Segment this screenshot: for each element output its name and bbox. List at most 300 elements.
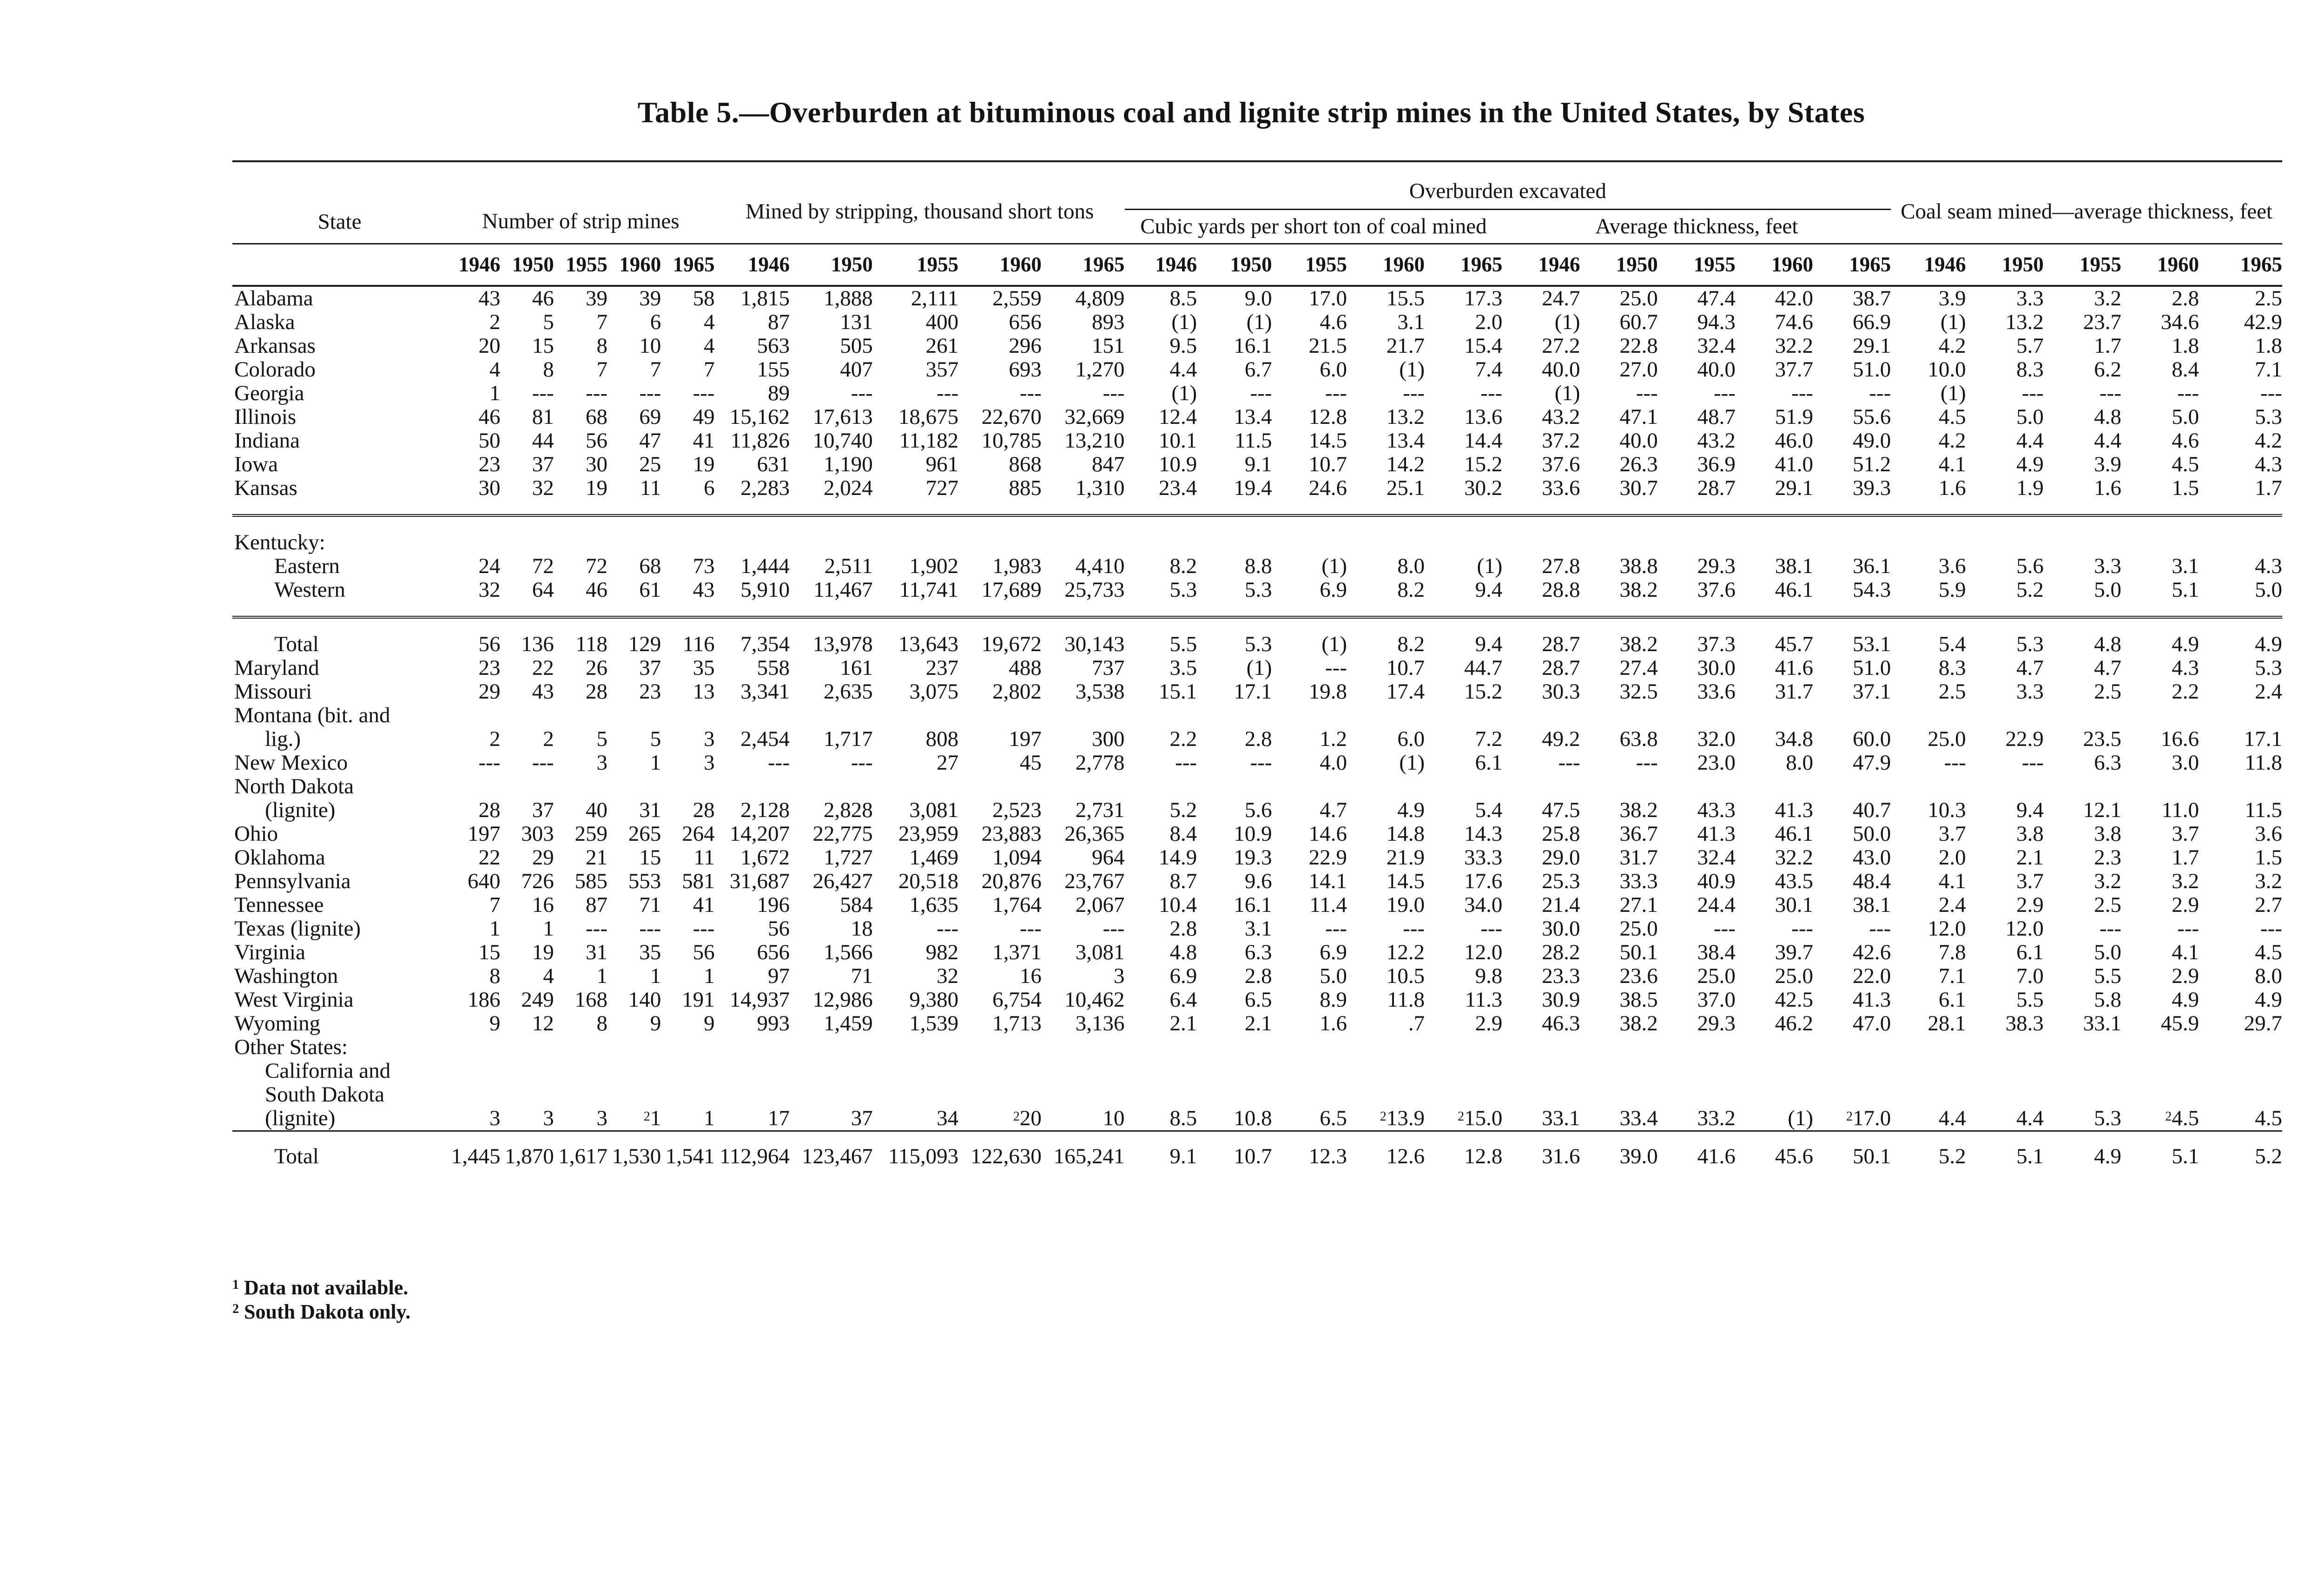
seam-cell: 5.1 [2121, 1131, 2199, 1180]
seam-cell: 5.3 [1966, 617, 2044, 656]
cubic-cell [1272, 515, 1347, 554]
mined-cell: 237 [925, 656, 959, 680]
cubic-cell: 6.0 [1320, 357, 1347, 382]
seam-cell: --- [2177, 916, 2199, 941]
header-state: State [317, 210, 362, 234]
mined-cell: 2,283 [740, 476, 790, 500]
seam-cell: 3.9 [2094, 452, 2121, 476]
cubic-cell [1197, 1035, 1272, 1059]
thick-cell [1736, 775, 1813, 798]
table-row [232, 429, 2282, 453]
thick-cell: --- [1869, 381, 1891, 405]
mines-cell: 4 [489, 357, 501, 382]
thick-cell [1813, 515, 1891, 554]
mined-cell [873, 775, 958, 798]
thick-cell: 25.0 [1697, 964, 1736, 988]
cubic-cell: 5.3 [1244, 578, 1272, 602]
mines-cell: 56 [693, 940, 715, 964]
mined-cell [958, 775, 1042, 798]
mined-cell: 155 [757, 357, 790, 382]
thick-cell: 43.3 [1697, 798, 1736, 822]
mined-cell: 2,067 [1075, 893, 1125, 917]
mines-cell: 1 [650, 751, 661, 775]
thick-cell: 41.3 [1697, 822, 1736, 846]
mines-cell [447, 775, 500, 798]
seam-cell: 5.1 [2172, 578, 2199, 602]
mined-cell: 961 [925, 452, 959, 476]
mined-cell: 737 [1092, 656, 1125, 680]
mines-cell: 6 [704, 476, 715, 500]
mines-cell: --- [586, 916, 607, 941]
seam-cell: 7.0 [2016, 964, 2044, 988]
table-row [232, 846, 2282, 870]
cubic-cell: 15.2 [1464, 452, 1503, 476]
mined-cell: 1,094 [992, 845, 1042, 870]
cubic-cell: 9.4 [1475, 578, 1503, 602]
mines-cell: 585 [574, 869, 607, 893]
mined-cell: 18,675 [898, 405, 959, 429]
seam-cell: 3.8 [2016, 822, 2044, 846]
thick-cell: 74.6 [1775, 310, 1814, 334]
mines-cell: --- [478, 751, 501, 775]
thick-cell: 28.7 [1542, 656, 1580, 680]
thick-cell: 27.1 [1619, 893, 1658, 917]
cubic-cell: 8.5 [1169, 1106, 1197, 1130]
thick-cell [1502, 1059, 1580, 1083]
cubic-cell [1125, 775, 1197, 798]
mined-cell: 1,902 [909, 554, 959, 578]
seam-cell: 4.9 [2044, 1131, 2121, 1180]
seam-cell [1891, 515, 1966, 554]
mines-cell: 37 [639, 656, 661, 680]
cubic-cell: 5.5 [1125, 617, 1197, 656]
table-row [232, 751, 2282, 775]
seam-cell: 5.2 [1891, 1131, 1966, 1180]
footnotes [232, 1276, 410, 1324]
seam-cell: 4.8 [2044, 617, 2121, 656]
mined-cell [958, 515, 1042, 554]
table-row [232, 1131, 2282, 1180]
table-row [232, 405, 2282, 429]
cubic-cell: .7 [1408, 1011, 1425, 1035]
cubic-cell: (1) [1399, 751, 1425, 775]
seam-cell: --- [2260, 381, 2282, 405]
thick-cell: 47.9 [1852, 751, 1891, 775]
cubic-cell: 5.0 [1320, 964, 1347, 988]
mines-cell: 7 [704, 357, 715, 382]
seam-cell: 3.3 [2016, 679, 2044, 704]
cubic-cell: 4.8 [1169, 940, 1197, 964]
cubic-cell: 19.0 [1386, 893, 1425, 917]
cubic-cell [1425, 704, 1502, 727]
mined-cell: 123,467 [790, 1131, 873, 1180]
table-row [232, 1107, 2282, 1131]
cubic-cell: 14.6 [1308, 822, 1347, 846]
thick-cell: 38.2 [1619, 798, 1658, 822]
table-row [232, 358, 2282, 382]
seam-cell: 1.7 [2172, 845, 2199, 870]
table-row [232, 1012, 2282, 1035]
seam-cell [1891, 1083, 1966, 1107]
seam-cell: 4.3 [2172, 656, 2199, 680]
thick-cell: 37.7 [1775, 357, 1814, 382]
mined-cell: 56 [768, 916, 790, 941]
seam-cell: --- [2021, 381, 2044, 405]
mined-cell [790, 1059, 873, 1083]
table-row [232, 617, 2282, 656]
mines-cell: 726 [521, 869, 554, 893]
thick-cell: 43.2 [1542, 405, 1580, 429]
mines-cell: 581 [682, 869, 715, 893]
table-row [232, 917, 2282, 941]
mined-cell: 2,511 [824, 554, 873, 578]
mines-cell: 28 [693, 798, 715, 822]
mines-cell: 1 [650, 964, 661, 988]
seam-cell: 7.1 [1938, 964, 1966, 988]
table-title: Table 5.—Overburden at bituminous coal and lignite strip mines in the United States, by States [637, 96, 1865, 129]
mines-cell: 3 [543, 1106, 554, 1130]
cubic-cell: 15.5 [1386, 286, 1425, 310]
cubic-cell: 14.5 [1308, 429, 1347, 453]
cubic-cell: 19.3 [1234, 845, 1272, 870]
mined-cell: --- [851, 751, 873, 775]
thick-cell: 48.7 [1697, 405, 1736, 429]
thick-cell [1658, 775, 1736, 798]
mined-cell: 1,717 [823, 727, 873, 751]
seam-cell: 3.6 [1938, 554, 1966, 578]
mines-cell: 15 [478, 940, 501, 964]
thick-cell: 38.1 [1852, 893, 1891, 917]
mines-cell: 1 [489, 381, 501, 405]
mined-cell: 2,128 [740, 798, 790, 822]
mined-cell [715, 1083, 790, 1107]
mined-cell: 400 [925, 310, 959, 334]
thick-cell: 36.7 [1619, 822, 1658, 846]
seam-cell: 2.0 [1938, 845, 1966, 870]
year-header: 1950 [831, 253, 873, 276]
cubic-cell [1272, 1083, 1347, 1107]
cubic-cell: 10.7 [1197, 1131, 1272, 1180]
thick-cell: 27.0 [1619, 357, 1658, 382]
table-row [232, 680, 2282, 704]
mines-cell: 24 [478, 554, 501, 578]
mined-cell: 300 [1092, 727, 1125, 751]
cubic-cell: 19.8 [1308, 679, 1347, 704]
cubic-cell: $^2$15.0 [1458, 1106, 1503, 1130]
cubic-cell: 13.4 [1386, 429, 1425, 453]
table-container [232, 163, 2282, 1180]
mined-cell [958, 1035, 1042, 1059]
thick-cell: 30.0 [1697, 656, 1736, 680]
mines-cell [500, 1035, 554, 1059]
seam-cell: 5.7 [2016, 334, 2044, 358]
cubic-cell: 10.8 [1234, 1106, 1272, 1130]
mined-cell: 1,815 [740, 286, 790, 310]
state-name: Texas (lignite) [234, 916, 361, 941]
thick-cell [1502, 1035, 1580, 1059]
mines-cell: 61 [639, 578, 661, 602]
seam-cell: 6.2 [2094, 357, 2121, 382]
cubic-cell: 8.0 [1397, 554, 1425, 578]
cubic-cell [1197, 515, 1272, 554]
seam-cell: 1.6 [2094, 476, 2121, 500]
seam-cell: 6.1 [2016, 940, 2044, 964]
cubic-cell: 2.1 [1169, 1011, 1197, 1035]
cubic-cell [1197, 704, 1272, 727]
mines-cell: 37 [532, 452, 554, 476]
mines-cell: 69 [639, 405, 661, 429]
thick-cell: 28.8 [1542, 578, 1580, 602]
seam-cell: 11.8 [2245, 751, 2282, 775]
seam-cell: 4.8 [2094, 405, 2121, 429]
mined-cell: 893 [1092, 310, 1125, 334]
mines-cell: 29 [532, 845, 554, 870]
mined-cell: 3,538 [1075, 679, 1125, 704]
thick-cell: 41.6 [1775, 656, 1814, 680]
mined-cell: 2,778 [1075, 751, 1125, 775]
mines-cell: --- [693, 916, 715, 941]
thick-cell: 23.3 [1542, 964, 1580, 988]
mines-cell: 3 [596, 751, 607, 775]
seam-cell: 11.5 [2245, 798, 2282, 822]
mines-cell: 46 [586, 578, 607, 602]
cubic-cell: 8.5 [1169, 286, 1197, 310]
seam-cell [2199, 775, 2282, 798]
year-header: 1950 [1616, 253, 1658, 276]
state-name: Iowa [234, 452, 278, 476]
thick-cell: 51.9 [1775, 405, 1814, 429]
mines-cell: 5 [543, 310, 554, 334]
mined-cell: 89 [768, 381, 790, 405]
cubic-cell: 10.1 [1158, 429, 1197, 453]
year-header: 1946 [748, 253, 790, 276]
mined-cell: 15,162 [729, 405, 790, 429]
mined-cell: 296 [1009, 334, 1042, 358]
thick-cell: 23.0 [1697, 751, 1736, 775]
mines-cell: 3 [596, 1106, 607, 1130]
mines-cell [447, 1059, 500, 1083]
cubic-cell: 2.8 [1169, 916, 1197, 941]
mined-cell: 885 [1009, 476, 1042, 500]
mines-cell: 20 [478, 334, 501, 358]
seam-cell: 4.4 [2016, 1106, 2044, 1130]
thick-cell: 33.4 [1619, 1106, 1658, 1130]
thick-cell: 51.2 [1852, 452, 1891, 476]
seam-cell [2121, 1083, 2199, 1107]
cubic-cell: 1.2 [1320, 727, 1347, 751]
mines-cell: 23 [478, 452, 501, 476]
state-name: Kentucky: [232, 515, 447, 554]
thick-cell: 45.6 [1736, 1131, 1813, 1180]
mined-cell [958, 1083, 1042, 1107]
state-name: North Dakota [234, 774, 354, 798]
mined-cell: 20,876 [981, 869, 1042, 893]
cubic-cell [1272, 1035, 1347, 1059]
cubic-cell [1425, 1059, 1502, 1083]
cubic-cell: 3.5 [1169, 656, 1197, 680]
thick-cell: 42.6 [1852, 940, 1891, 964]
state-name: Tennessee [234, 893, 324, 917]
cubic-cell: 25.1 [1386, 476, 1425, 500]
mines-cell: 43 [532, 679, 554, 704]
mined-cell: 2,454 [740, 727, 790, 751]
thick-cell [1658, 515, 1736, 554]
cubic-cell: 21.9 [1386, 845, 1425, 870]
state-name: Other States: [234, 1035, 348, 1059]
thick-cell: 94.3 [1697, 310, 1736, 334]
mined-cell: 32,669 [1064, 405, 1125, 429]
cubic-cell [1197, 1083, 1272, 1107]
seam-cell: 3.7 [1938, 822, 1966, 846]
mines-cell: 640 [467, 869, 501, 893]
cubic-cell: 6.5 [1320, 1106, 1347, 1130]
thick-cell: 43.0 [1852, 845, 1891, 870]
mines-cell: 68 [639, 554, 661, 578]
seam-cell: 1.7 [2255, 476, 2282, 500]
mines-cell: 249 [521, 988, 554, 1012]
mined-cell: 23,959 [898, 822, 959, 846]
mines-cell [554, 515, 607, 554]
cubic-cell: 24.6 [1308, 476, 1347, 500]
thick-cell [1736, 704, 1813, 727]
thick-cell [1502, 515, 1580, 554]
cubic-cell [1425, 1035, 1502, 1059]
state-name: Missouri [234, 679, 312, 704]
mined-cell: 14,207 [729, 822, 790, 846]
seam-cell [2199, 704, 2282, 727]
mined-cell: 1,444 [740, 554, 790, 578]
seam-cell [1966, 775, 2044, 798]
mines-cell: 8 [489, 964, 501, 988]
mined-cell: 2,111 [911, 286, 959, 310]
thick-cell: 50.0 [1852, 822, 1891, 846]
seam-cell: 4.3 [2255, 452, 2282, 476]
mines-cell: 7 [489, 893, 501, 917]
mines-cell: 264 [682, 822, 715, 846]
mines-cell: 35 [693, 656, 715, 680]
mined-cell: 1,310 [1075, 476, 1125, 500]
thick-cell: 33.6 [1542, 476, 1580, 500]
mines-cell: --- [639, 916, 661, 941]
thick-cell: 43.2 [1697, 429, 1736, 453]
mines-cell: 1 [489, 916, 501, 941]
mined-cell: 10,785 [981, 429, 1042, 453]
thick-cell: 54.3 [1852, 578, 1891, 602]
cubic-cell: 7.2 [1475, 727, 1503, 751]
year-header: 1960 [619, 253, 661, 276]
state-name: Georgia [234, 381, 304, 405]
mines-cell: 47 [639, 429, 661, 453]
mines-cell: 1,617 [554, 1131, 607, 1180]
state-name: (lignite) [265, 798, 336, 822]
cubic-cell: 10.4 [1158, 893, 1197, 917]
mines-cell: 9 [489, 1011, 501, 1035]
cubic-cell: 4.6 [1320, 310, 1347, 334]
thick-cell: 46.2 [1775, 1011, 1814, 1035]
mines-cell: 37 [532, 798, 554, 822]
mined-cell: --- [1103, 381, 1125, 405]
cubic-cell: 8.7 [1169, 869, 1197, 893]
mined-cell: 1,190 [823, 452, 873, 476]
table-row [232, 334, 2282, 358]
mines-cell: 56 [447, 617, 500, 656]
year-header-row [232, 244, 2282, 286]
thick-cell: 63.8 [1619, 727, 1658, 751]
mines-cell [447, 704, 500, 727]
seam-cell [1966, 1035, 2044, 1059]
year-header: 1950 [1230, 253, 1272, 276]
seam-cell: 4.1 [2172, 940, 2199, 964]
seam-cell: 4.9 [2255, 988, 2282, 1012]
table-row [232, 578, 2282, 617]
mined-cell: 2,731 [1075, 798, 1125, 822]
mined-cell: 4,809 [1075, 286, 1125, 310]
seam-cell: 4.9 [2199, 617, 2282, 656]
seam-cell: 3.1 [2172, 554, 2199, 578]
table-row [232, 1083, 2282, 1107]
cubic-cell: 10.7 [1386, 656, 1425, 680]
mines-cell: 11 [693, 845, 715, 870]
cubic-cell: (1) [1171, 310, 1197, 334]
seam-cell: 5.3 [2255, 656, 2282, 680]
mined-cell: 357 [925, 357, 959, 382]
mined-cell: 31,687 [729, 869, 790, 893]
footnote-1: $^1$ Data not available. [232, 1276, 409, 1299]
seam-cell: 3.6 [2255, 822, 2282, 846]
cubic-cell [1347, 704, 1425, 727]
mines-cell: 2 [489, 727, 501, 751]
seam-cell: 28.1 [1928, 1011, 1966, 1035]
state-name: Alaska [234, 310, 295, 334]
mines-cell: 46 [532, 286, 554, 310]
seam-cell [1966, 1083, 2044, 1107]
thick-cell: 47.4 [1697, 286, 1736, 310]
seam-cell: 5.2 [2016, 578, 2044, 602]
seam-cell: 2.5 [2255, 286, 2282, 310]
mined-cell: 964 [1092, 845, 1125, 870]
thick-cell: 32.2 [1775, 845, 1814, 870]
thick-cell [1736, 1083, 1813, 1107]
state-name: New Mexico [234, 751, 348, 775]
cubic-cell: 21.7 [1386, 334, 1425, 358]
thick-cell [1813, 1083, 1891, 1107]
mines-cell [607, 704, 661, 727]
mines-cell [554, 1083, 607, 1107]
cubic-cell: 2.2 [1169, 727, 1197, 751]
seam-cell: 12.0 [1928, 916, 1966, 941]
thick-cell: 37.1 [1852, 679, 1891, 704]
cubic-cell: 14.8 [1386, 822, 1425, 846]
mined-cell: 693 [1009, 357, 1042, 382]
cubic-cell: 30.2 [1464, 476, 1503, 500]
cubic-cell: 9.5 [1169, 334, 1197, 358]
thick-cell [1658, 704, 1736, 727]
cubic-cell: 3.1 [1397, 310, 1425, 334]
mines-cell: 87 [586, 893, 607, 917]
mined-cell: 847 [1092, 452, 1125, 476]
cubic-cell: 12.8 [1425, 1131, 1502, 1180]
table-row [232, 1059, 2282, 1083]
table-row [232, 964, 2282, 988]
seam-cell: --- [2177, 381, 2199, 405]
table-row [232, 1035, 2282, 1059]
mined-cell [873, 1083, 958, 1107]
state-name: California and [265, 1059, 391, 1083]
cubic-cell: 4.0 [1320, 751, 1347, 775]
mined-cell: 26,427 [812, 869, 873, 893]
mined-cell: 23,883 [981, 822, 1042, 846]
cubic-cell: 8.8 [1244, 554, 1272, 578]
